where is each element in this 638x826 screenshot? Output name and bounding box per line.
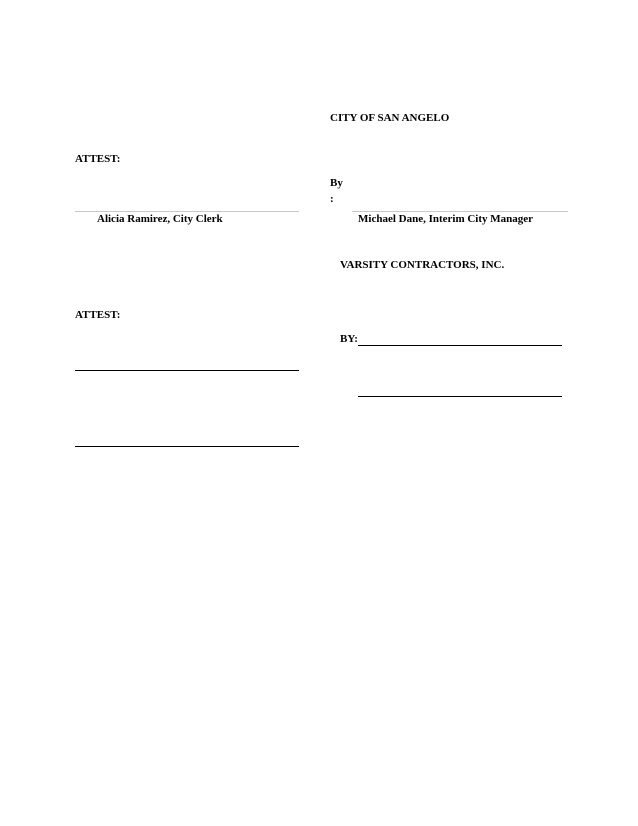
contractor-by-label: BY: bbox=[340, 333, 358, 345]
city-clerk-name: Alicia Ramirez, City Clerk bbox=[97, 213, 223, 225]
contractor-attest-signature-line-1 bbox=[75, 370, 299, 371]
city-attest-label: ATTEST: bbox=[75, 153, 121, 165]
city-clerk-signature-line bbox=[75, 211, 299, 212]
contractor-attest-label: ATTEST: bbox=[75, 309, 121, 321]
city-entity-name: CITY OF SAN ANGELO bbox=[330, 112, 450, 124]
city-manager-name: Michael Dane, Interim City Manager bbox=[358, 213, 534, 225]
city-manager-signature-line bbox=[352, 211, 568, 212]
contractor-attest-signature-line-2 bbox=[75, 446, 299, 447]
contractor-entity-name: VARSITY CONTRACTORS, INC. bbox=[340, 259, 505, 271]
city-by-colon: : bbox=[330, 193, 334, 205]
city-by-label: By bbox=[330, 177, 343, 189]
contractor-by-signature-line bbox=[358, 345, 562, 346]
contractor-title-line bbox=[358, 396, 562, 397]
